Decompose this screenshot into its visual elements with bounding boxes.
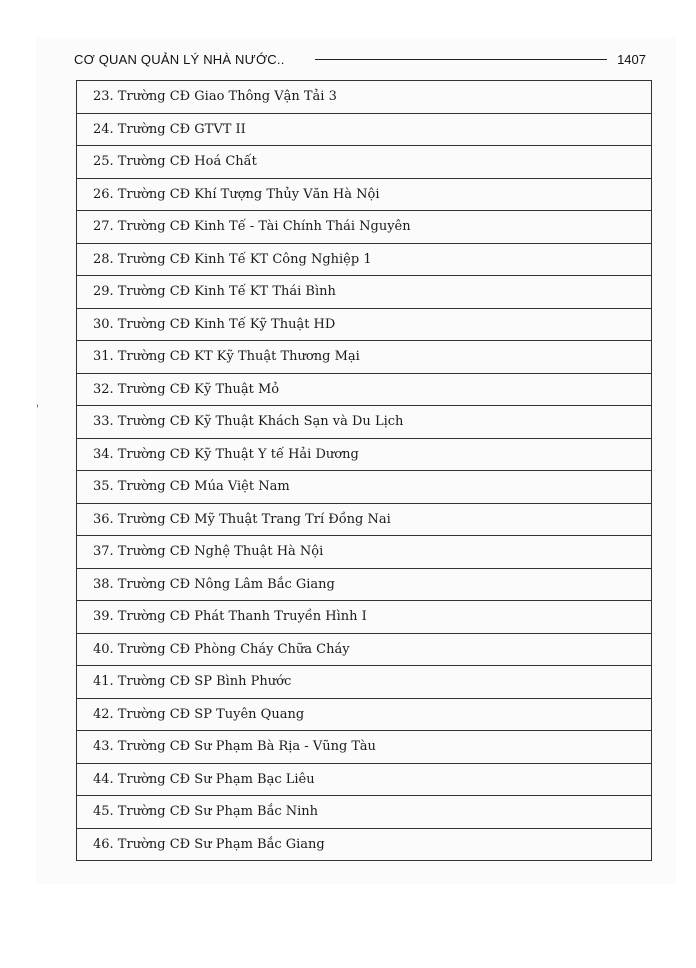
table-row bbox=[77, 178, 651, 211]
table-row bbox=[77, 763, 651, 796]
header-rule bbox=[315, 59, 608, 60]
school-name: 33. Trường CĐ Kỹ Thuật Khách Sạn và Du Lịch bbox=[93, 414, 404, 430]
school-name: 46. Trường CĐ Sư Phạm Bắc Giang bbox=[93, 836, 325, 852]
school-name: 38. Trường CĐ Nông Lâm Bắc Giang bbox=[93, 576, 335, 592]
school-name: 25. Trường CĐ Hoá Chất bbox=[93, 154, 257, 170]
school-name: 28. Trường CĐ Kinh Tế KT Công Nghiệp 1 bbox=[93, 251, 372, 267]
school-name: 35. Trường CĐ Múa Việt Nam bbox=[93, 479, 290, 495]
table-row bbox=[77, 600, 651, 633]
table-row bbox=[77, 633, 651, 666]
school-name: 27. Trường CĐ Kinh Tế - Tài Chính Thái Nguyên bbox=[93, 219, 411, 235]
table-row bbox=[77, 665, 651, 698]
table-row bbox=[77, 795, 651, 828]
school-name: 37. Trường CĐ Nghệ Thuật Hà Nội bbox=[93, 544, 324, 560]
school-list-table bbox=[76, 80, 652, 861]
table-row bbox=[77, 405, 651, 438]
table-row bbox=[77, 828, 651, 861]
school-name: 39. Trường CĐ Phát Thanh Truyền Hình I bbox=[93, 609, 367, 625]
table-row bbox=[77, 698, 651, 731]
table-row bbox=[77, 340, 651, 373]
table-row bbox=[77, 210, 651, 243]
school-name: 31. Trường CĐ KT Kỹ Thuật Thương Mại bbox=[93, 349, 360, 365]
table-row bbox=[77, 373, 651, 406]
school-name: 29. Trường CĐ Kinh Tế KT Thái Bình bbox=[93, 284, 336, 300]
school-name: 24. Trường CĐ GTVT II bbox=[93, 121, 246, 137]
school-name: 34. Trường CĐ Kỹ Thuật Y tế Hải Dương bbox=[93, 446, 359, 462]
page-number: 1407 bbox=[617, 51, 646, 67]
table-row bbox=[77, 503, 651, 536]
table-row bbox=[77, 275, 651, 308]
page-header bbox=[74, 48, 646, 70]
table-row bbox=[77, 730, 651, 763]
school-name: 43. Trường CĐ Sư Phạm Bà Rịa - Vũng Tàu bbox=[93, 739, 376, 755]
table-row bbox=[77, 470, 651, 503]
table-row bbox=[77, 145, 651, 178]
margin-mark: ' bbox=[36, 404, 39, 415]
school-name: 40. Trường CĐ Phòng Cháy Chữa Cháy bbox=[93, 641, 350, 657]
school-name: 42. Trường CĐ SP Tuyên Quang bbox=[93, 706, 305, 722]
school-name: 32. Trường CĐ Kỹ Thuật Mỏ bbox=[93, 381, 280, 397]
table-row bbox=[77, 308, 651, 341]
school-name: 30. Trường CĐ Kinh Tế Kỹ Thuật HD bbox=[93, 316, 336, 332]
table-row bbox=[77, 80, 651, 113]
school-name: 45. Trường CĐ Sư Phạm Bắc Ninh bbox=[93, 804, 319, 820]
school-name: 26. Trường CĐ Khí Tượng Thủy Văn Hà Nội bbox=[93, 186, 380, 202]
table-row bbox=[77, 438, 651, 471]
table-row bbox=[77, 535, 651, 568]
table-row bbox=[77, 113, 651, 146]
running-title: CƠ QUAN QUẢN LÝ NHÀ NƯỚC.. bbox=[74, 51, 285, 67]
school-name: 36. Trường CĐ Mỹ Thuật Trang Trí Đồng Nai bbox=[93, 511, 391, 527]
table-row bbox=[77, 568, 651, 601]
school-name: 23. Trường CĐ Giao Thông Vận Tải 3 bbox=[93, 89, 337, 105]
school-name: 41. Trường CĐ SP Bình Phước bbox=[93, 674, 292, 690]
school-name: 44. Trường CĐ Sư Phạm Bạc Liêu bbox=[93, 771, 315, 787]
table-row bbox=[77, 243, 651, 276]
